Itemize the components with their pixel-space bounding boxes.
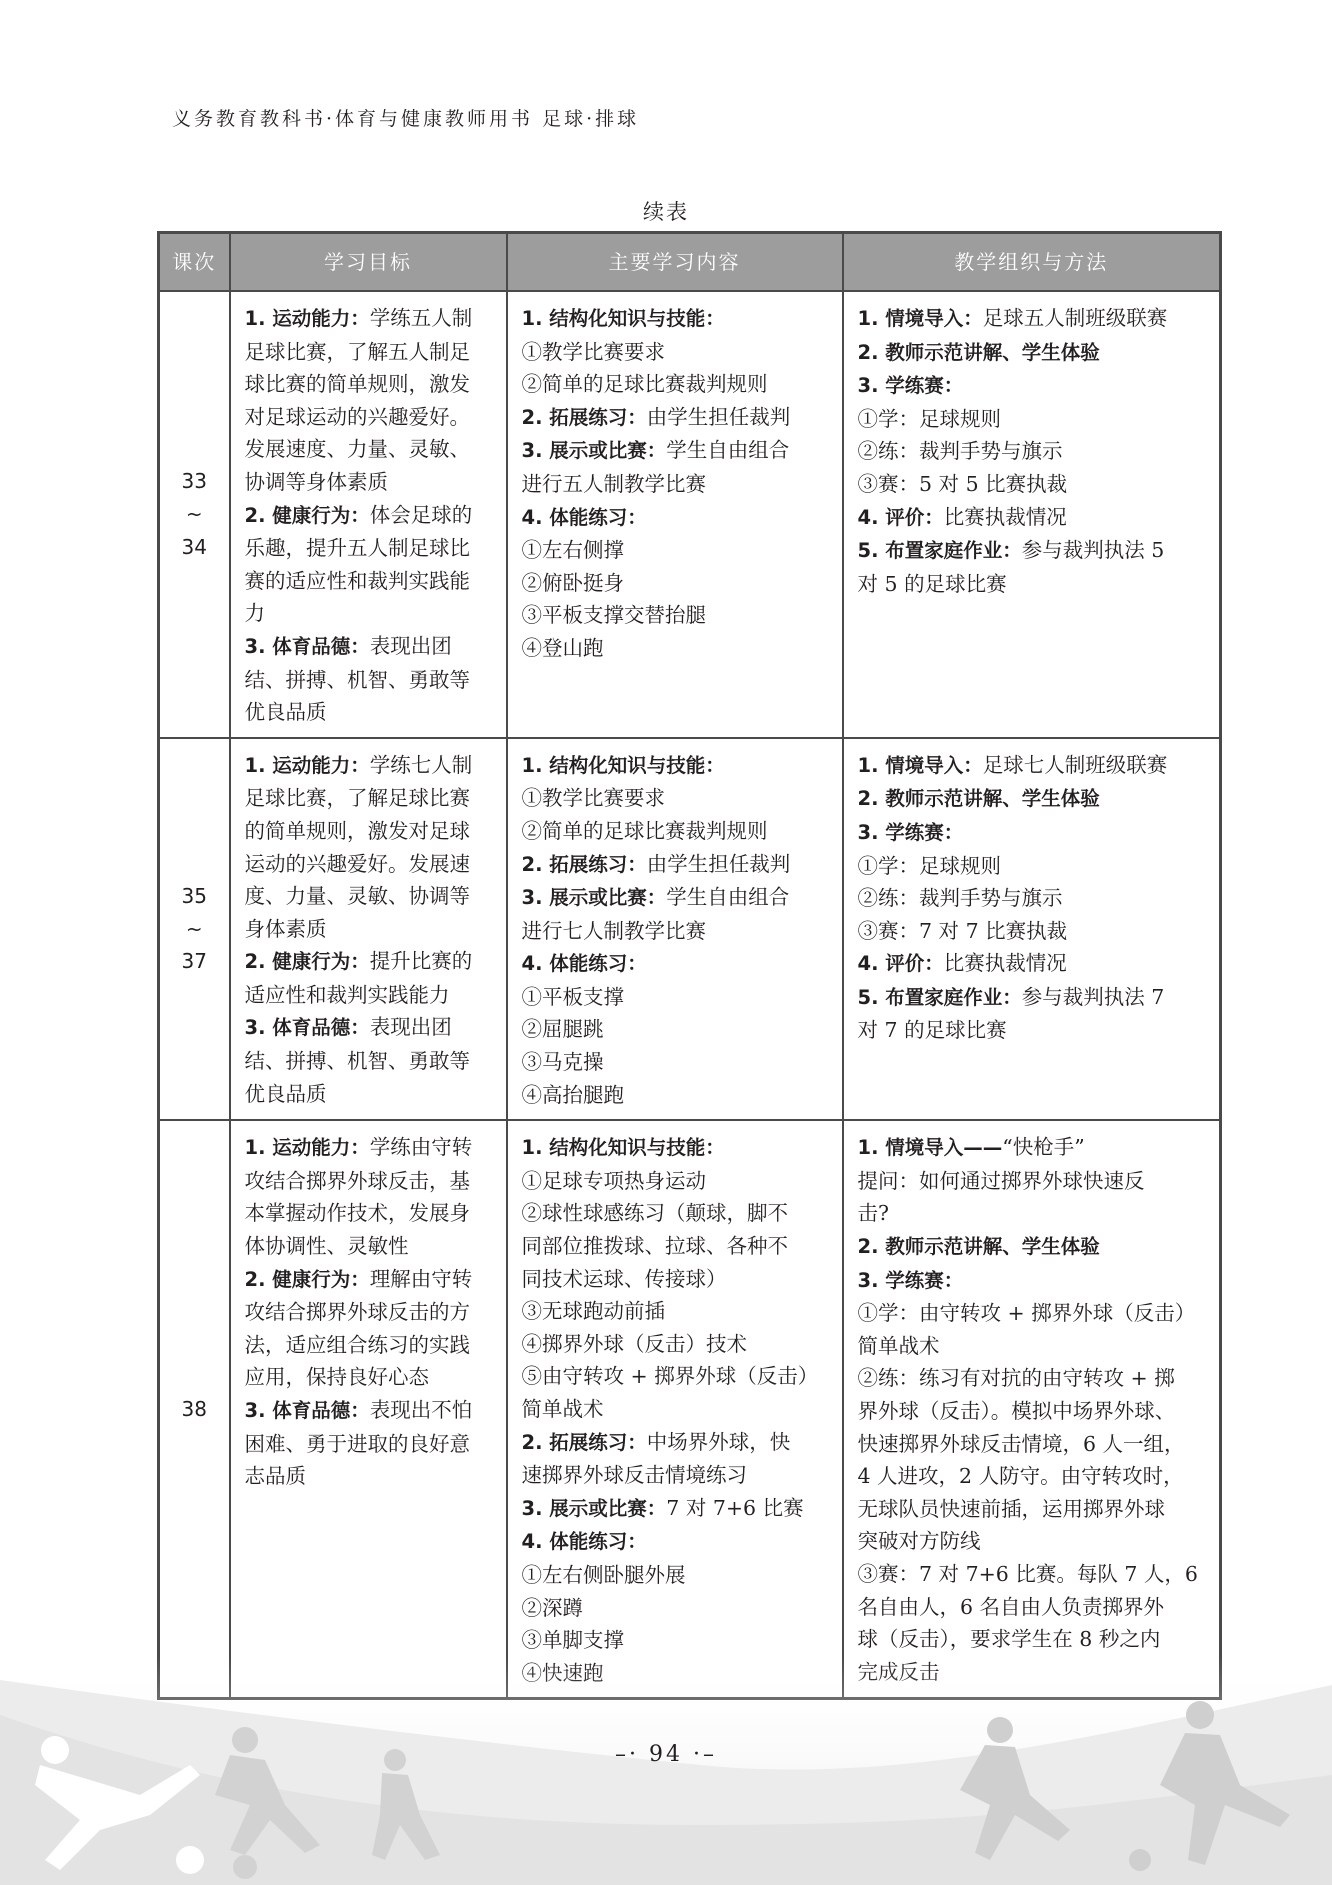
item-text: ②深蹲 [521,1595,583,1620]
footer-decoration [0,1655,1332,1885]
item-text: “快枪手” [1002,1135,1085,1160]
item-text: ①教学比赛要求 [521,786,665,811]
item-text: 提问：如何通过掷界外球快速反 [857,1168,1145,1193]
item-text: 学练由守转 [369,1135,473,1160]
item-heading: 1. 运动能力： [244,307,370,330]
goals-line [245,401,494,434]
item-heading: 4. 评价： [857,952,944,976]
methods-line [858,534,1208,568]
item-text: 提升比赛的 [369,949,473,974]
item-text: 速掷界外球反击情境练习 [521,1463,747,1488]
content-line [522,1165,830,1198]
item-heading: 2. 拓展练习： [521,405,647,429]
goals-line [245,1165,494,1198]
content-line [522,1131,830,1165]
methods-line [858,501,1208,535]
content-line [522,915,830,948]
content-line [522,947,830,981]
item-text: ③赛：7 对 7+6 比赛。每队 7 人，6 [857,1561,1198,1586]
content-line [522,749,830,783]
methods-line [858,1330,1208,1363]
item-text: ②练：裁判手势与旗示 [857,886,1063,911]
column-header-goals: 学习目标 [230,233,507,292]
item-text: 突破对方防线 [857,1529,981,1554]
goals-line [245,1361,494,1394]
content-line [522,1079,830,1112]
item-text: 对 7 的足球比赛 [857,1018,1007,1043]
item-heading: 2. 健康行为： [244,1267,370,1291]
item-heading: 4. 体能练习： [521,505,647,529]
item-heading: 1. 结构化知识与技能： [521,753,725,777]
item-text: ①左右侧撑 [521,538,624,563]
item-text: ④登山跑 [521,635,604,660]
item-text: 中场界外球，快 [646,1429,791,1454]
lesson-number: 34 [181,534,207,559]
item-text: 度、力量、灵敏、协调等 [244,884,470,909]
item-heading: 3. 展示或比赛： [521,886,667,910]
item-text: ①左右侧卧腿外展 [521,1562,686,1587]
item-text: ⑤由守转攻 + 掷界外球（反击） [521,1364,819,1389]
item-text: 对足球运动的兴趣爱好。 [244,404,470,429]
item-text: ③马克操 [521,1050,604,1075]
item-text: ③赛：7 对 7 比赛执裁 [857,918,1068,943]
lesson-number: 38 [181,1397,207,1421]
goals-line [245,664,494,697]
item-text: 简单战术 [857,1333,940,1358]
item-heading: 4. 体能练习： [521,952,647,976]
methods-line [858,981,1208,1015]
goals-line [245,848,494,881]
methods-line [858,1460,1208,1493]
item-text: ②练：裁判手势与旗示 [857,439,1063,464]
item-heading: 1. 结构化知识与技能： [521,307,725,330]
item-text: ①学：足球规则 [857,406,1001,431]
item-text: 简单战术 [521,1397,604,1421]
goals-line [245,499,494,533]
content-cell [507,291,843,738]
item-heading: 5. 布置家庭作业： [857,985,1022,1009]
item-text: ②简单的足球比赛裁判规则 [521,372,768,397]
content-line [522,468,830,501]
content-line [522,815,830,848]
methods-cell [843,291,1221,738]
item-text: 身体素质 [244,916,327,941]
item-text: 结、拼搏、机智、勇敢等 [244,667,470,692]
item-text: 4 人进攻，2 人防守。由守转攻时， [857,1464,1184,1489]
lesson-number: 35 [181,884,207,909]
item-text: 同技术运球、传接球） [521,1266,727,1291]
item-text: 对 5 的足球比赛 [857,571,1007,596]
goals-line [245,630,494,664]
item-text: 力 [244,601,265,626]
content-line [522,1046,830,1079]
item-text: 足球比赛，了解足球比赛 [244,786,470,811]
item-text: ②简单的足球比赛裁判规则 [521,818,768,843]
content-line [522,1492,830,1526]
item-heading: 3. 学练赛： [857,374,964,398]
column-header-content: 主要学习内容 [507,233,843,292]
item-heading: 2. 拓展练习： [521,1430,647,1454]
item-text: 法，适应组合练习的实践 [244,1332,470,1357]
item-text: ①学：足球规则 [857,853,1001,878]
item-text: 结、拼搏、机智、勇敢等 [244,1049,470,1074]
goals-line [245,1263,494,1297]
methods-line [858,782,1208,816]
item-text: 应用，保持良好心态 [244,1365,429,1390]
goals-line [245,1394,494,1428]
table-body [159,291,1221,1699]
lesson-plan-table [157,231,1222,1700]
item-text: 表现出团 [369,633,452,658]
content-line [522,881,830,915]
methods-line [858,1623,1208,1656]
item-text: 适应性和裁判实践能力 [244,982,450,1007]
item-text: 体协调性、灵敏性 [244,1234,409,1259]
item-text: 协调等身体素质 [244,469,388,494]
item-heading: 3. 体育品德： [244,634,370,658]
item-text: 学生自由组合 [666,885,790,910]
item-text: 球比赛的简单规则，激发 [244,372,470,397]
goals-line [245,913,494,946]
goals-line [245,532,494,565]
item-heading: 2. 健康行为： [244,503,370,527]
item-text: 名自由人，6 名自由人负责掷界外 [857,1594,1165,1619]
item-text: 乐趣，提升五人制足球比 [244,536,470,561]
item-text: 攻结合掷界外球反击，基 [244,1168,470,1193]
content-line [522,599,830,632]
item-text: ②屈腿跳 [521,1017,604,1042]
item-heading: 2. 拓展练习： [521,852,647,876]
item-text: 由学生担任裁判 [646,851,791,876]
methods-line [858,1165,1208,1198]
methods-line [858,850,1208,883]
item-heading: 2. 教师示范讲解、学生体验 [857,1235,1100,1259]
content-line [522,1328,830,1361]
content-line [522,1263,830,1296]
item-text: 赛的适应性和裁判实践能 [244,568,470,593]
table-row [159,738,1221,1121]
goals-line [245,782,494,815]
lesson-number: 33 [181,469,207,494]
content-line [522,534,830,567]
content-line [522,632,830,665]
goals-line [245,1329,494,1362]
item-heading: 1. 运动能力： [244,1136,370,1160]
goals-line [245,1230,494,1263]
content-line [522,1525,830,1559]
item-text: 由学生担任裁判 [646,404,791,429]
item-text: ②球性球感练习（颠球，脚不 [521,1201,788,1226]
content-line [522,1197,830,1230]
item-heading: 2. 教师示范讲解、学生体验 [857,787,1100,811]
goals-line [245,336,494,369]
item-text: ③平板支撑交替抬腿 [521,603,706,628]
lesson-number: ~ [185,502,203,527]
methods-line [858,336,1208,370]
methods-line [858,1558,1208,1591]
item-text: 理解由守转 [369,1266,473,1291]
item-text: 足球五人制班级联赛 [982,306,1168,330]
table-caption: 续表 [643,200,689,224]
goals-line [245,749,494,783]
methods-line [858,749,1208,783]
goals-line [245,466,494,499]
item-text: 7 对 7+6 比赛 [666,1495,804,1520]
item-text: 困难、勇于进取的良好意 [244,1431,470,1456]
item-heading: 2. 健康行为： [244,950,370,974]
methods-line [858,403,1208,436]
methods-line [858,1591,1208,1624]
methods-line [858,1395,1208,1428]
content-line [522,501,830,535]
item-heading: 1. 情境导入： [857,307,983,330]
goals-line [245,1011,494,1045]
item-text: 攻结合掷界外球反击的方 [244,1300,470,1325]
page-number: –· 94 ·– [615,1742,717,1767]
column-header-lesson: 课次 [159,233,230,292]
content-line [522,1426,830,1460]
goals-line [245,1460,494,1493]
lesson-number-cell [159,291,230,738]
item-text: ①平板支撑 [521,984,624,1009]
lesson-number-cell [159,1120,230,1699]
item-text: 同部位推拨球、拉球、各种不 [521,1234,788,1259]
content-line [522,848,830,882]
content-line [522,782,830,815]
goals-line [245,1296,494,1329]
lesson-number-cell [159,738,230,1121]
item-text: ②练：练习有对抗的由守转攻 + 掷 [857,1366,1175,1391]
item-text: 优良品质 [244,700,327,725]
item-heading: 3. 学练赛： [857,1268,964,1292]
goals-line [245,1045,494,1078]
item-text: 志品质 [244,1464,306,1489]
methods-cell [843,738,1221,1121]
methods-line [858,1428,1208,1461]
methods-line [858,568,1208,601]
goals-line [245,1428,494,1461]
content-line [522,336,830,369]
item-text: 界外球（反击）。模拟中场界外球、 [857,1399,1176,1423]
item-text: 表现出不怕 [369,1398,473,1422]
item-heading: 1. 情境导入： [857,753,983,777]
item-text: 比赛执裁情况 [943,504,1067,529]
item-text: 学练七人制 [369,752,473,777]
content-line [522,1459,830,1492]
content-line [522,368,830,401]
goals-cell [230,738,507,1121]
item-text: 击? [857,1201,889,1226]
goals-line [245,880,494,913]
table-row [159,1120,1221,1699]
item-heading: 4. 体能练习： [521,1530,647,1554]
item-text: 的简单规则，激发对足球 [244,818,470,843]
goals-line [245,696,494,729]
item-text: 体会足球的 [369,502,473,527]
goals-line [245,597,494,630]
methods-line [858,369,1208,403]
methods-line [858,1362,1208,1395]
goals-line [245,565,494,598]
item-text: 表现出团 [369,1015,452,1040]
content-line [522,1559,830,1592]
item-heading: 1. 结构化知识与技能： [521,1136,725,1160]
item-text: 发展速度、力量、灵敏、 [244,437,470,462]
item-text: 学练五人制 [369,306,473,330]
item-heading: 3. 学练赛： [857,820,964,844]
content-line [522,1013,830,1046]
goals-line [245,1197,494,1230]
goals-line [245,302,494,336]
item-text: ③单脚支撑 [521,1628,624,1653]
item-text: ③赛：5 对 5 比赛执裁 [857,471,1068,496]
content-line [522,1624,830,1657]
methods-line [858,1131,1208,1165]
content-line [522,1360,830,1393]
goals-line [245,1131,494,1165]
content-line [522,434,830,468]
item-text: 球（反击），要求学生在 8 秒之内 [857,1627,1161,1652]
item-text: 参与裁判执法 5 [1021,538,1165,563]
item-text: 参与裁判执法 7 [1021,984,1165,1009]
goals-line [245,1078,494,1111]
item-text: 运动的兴趣爱好。发展速 [244,851,470,876]
goals-line [245,368,494,401]
goals-line [245,815,494,848]
goals-line [245,979,494,1012]
item-heading: 2. 教师示范讲解、学生体验 [857,340,1100,364]
goals-line [245,945,494,979]
item-heading: 3. 体育品德： [244,1399,370,1422]
methods-line [858,882,1208,915]
item-heading: 5. 布置家庭作业： [857,539,1022,563]
item-text: ①教学比赛要求 [521,339,665,364]
methods-cell [843,1120,1221,1699]
methods-line [858,915,1208,948]
content-line [522,1230,830,1263]
item-heading: 1. 情境导入—— [857,1136,1003,1160]
methods-line [858,468,1208,501]
content-line [522,1592,830,1625]
content-line [522,401,830,435]
methods-line [858,302,1208,336]
item-text: 本掌握动作技术，发展身 [244,1201,470,1226]
item-text: 快速掷界外球反击情境，6 人一组， [857,1431,1185,1456]
content-line [522,1393,830,1426]
content-line [522,981,830,1014]
methods-line [858,1014,1208,1047]
methods-line [858,816,1208,850]
methods-line [858,1264,1208,1298]
item-text: 学生自由组合 [666,438,790,463]
content-cell [507,1120,843,1699]
item-text: 足球七人制班级联赛 [982,752,1168,777]
item-heading: 3. 体育品德： [244,1016,370,1040]
item-text: 无球队员快速前插，运用掷界外球 [857,1496,1165,1521]
goals-cell [230,291,507,738]
methods-line [858,1197,1208,1230]
table-row [159,291,1221,738]
item-heading: 4. 评价： [857,505,944,529]
item-heading: 1. 运动能力： [244,753,370,777]
item-text: ③无球跑动前插 [521,1299,665,1324]
content-line [522,567,830,600]
item-text: ①足球专项热身运动 [521,1168,706,1193]
goals-cell [230,1120,507,1699]
methods-line [858,1230,1208,1264]
content-cell [507,738,843,1121]
methods-line [858,1297,1208,1330]
item-text: ②俯卧挺身 [521,570,624,595]
lesson-number: ~ [185,916,203,941]
methods-line [858,1525,1208,1558]
item-text: 进行五人制教学比赛 [521,471,706,496]
item-text: ④掷界外球（反击）技术 [521,1331,747,1356]
methods-line [858,435,1208,468]
methods-line [858,1493,1208,1526]
item-heading: 3. 展示或比赛： [521,1496,667,1520]
content-line [522,302,830,336]
book-header: 义务教育教科书·体育与健康教师用书 足球·排球 [172,108,640,130]
goals-line [245,433,494,466]
item-text: 进行七人制教学比赛 [521,918,706,943]
content-line [522,1295,830,1328]
methods-line [858,947,1208,981]
item-text: 足球比赛，了解五人制足 [244,339,470,364]
column-header-methods: 教学组织与方法 [843,233,1221,292]
item-text: 比赛执裁情况 [943,951,1067,976]
item-text: ①学：由守转攻 + 掷界外球（反击） [857,1301,1196,1326]
item-text: 优良品质 [244,1081,327,1106]
item-heading: 3. 展示或比赛： [521,439,667,463]
lesson-number: 37 [181,949,207,974]
item-text: ④高抬腿跑 [521,1082,624,1107]
